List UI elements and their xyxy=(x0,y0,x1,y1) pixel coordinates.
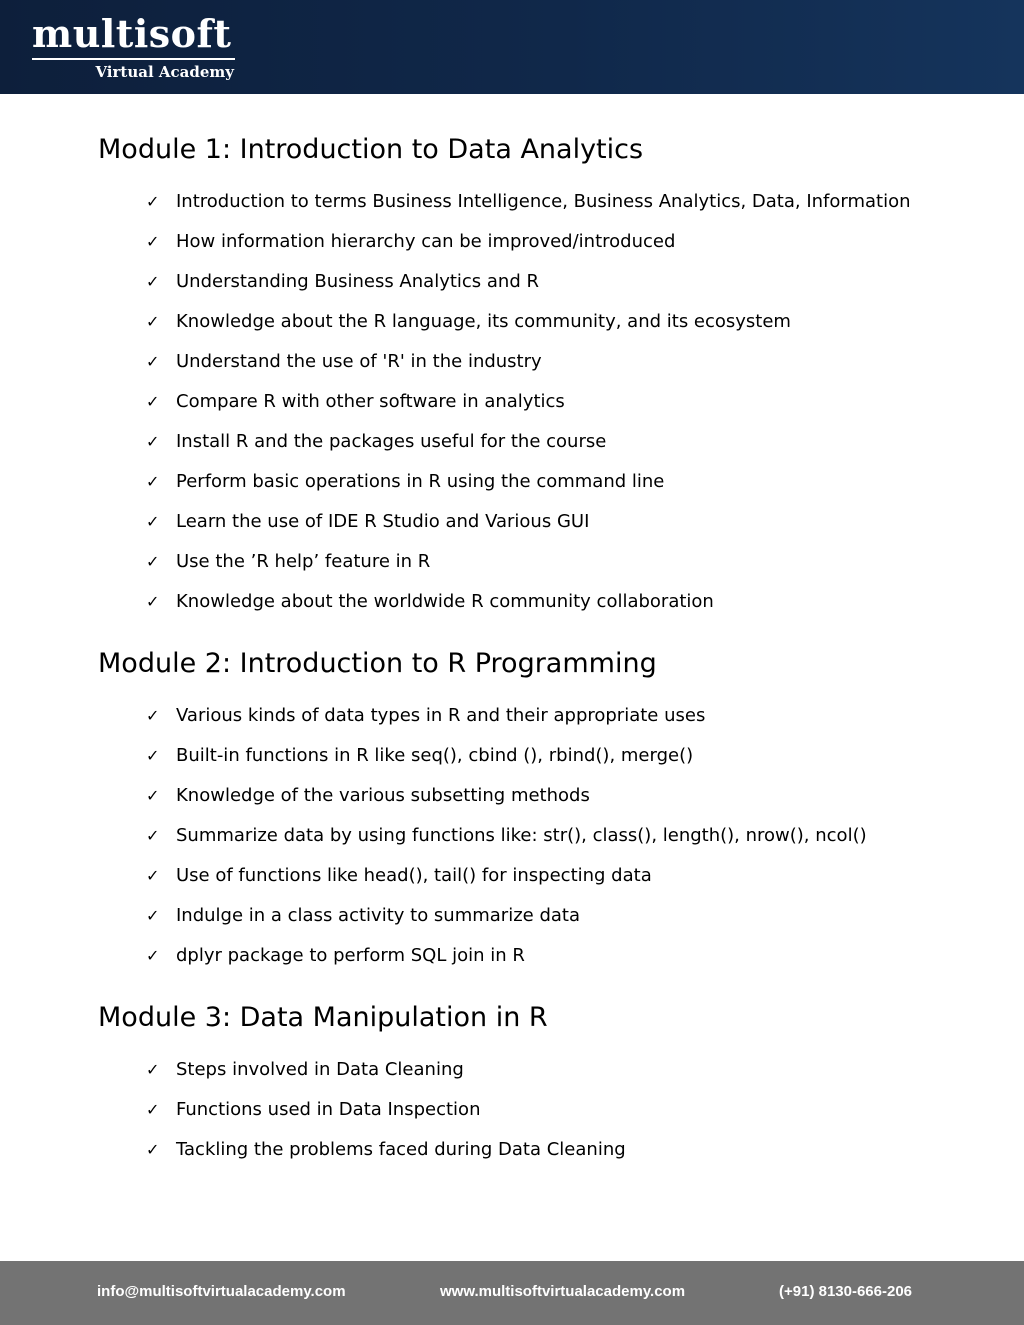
module-title: Module 3: Data Manipulation in R xyxy=(98,1002,548,1033)
topic-item xyxy=(98,896,978,936)
topic-item xyxy=(98,1050,978,1090)
checkmark-icon: ✓ xyxy=(146,786,160,805)
module-topic-list xyxy=(98,696,978,986)
checkmark-icon: ✓ xyxy=(146,312,160,331)
checkmark-icon: ✓ xyxy=(146,1060,160,1079)
topic-text: Knowledge of the various subsetting methods xyxy=(176,785,590,806)
module-title: Module 2: Introduction to R Programming xyxy=(98,648,657,679)
topic-text: Indulge in a class activity to summarize data xyxy=(176,905,580,926)
topic-text: Understand the use of 'R' in the industry xyxy=(176,351,542,372)
page-header xyxy=(0,0,1024,94)
topic-text: Use the ’R help’ feature in R xyxy=(176,551,431,572)
topic-item xyxy=(98,302,978,342)
topic-item xyxy=(98,462,978,502)
topic-text: Understanding Business Analytics and R xyxy=(176,271,539,292)
topic-item xyxy=(98,262,978,302)
topic-text: Install R and the packages useful for the course xyxy=(176,431,607,452)
topic-item xyxy=(98,856,978,896)
topic-item xyxy=(98,502,978,542)
checkmark-icon: ✓ xyxy=(146,352,160,371)
topic-item xyxy=(98,1130,978,1170)
topic-text: Various kinds of data types in R and their appropriate uses xyxy=(176,705,706,726)
topic-text: dplyr package to perform SQL join in R xyxy=(176,945,525,966)
footer-website-link[interactable]: www.multisoftvirtualacademy.com xyxy=(440,1283,686,1300)
module-topic-list xyxy=(98,182,978,632)
checkmark-icon: ✓ xyxy=(146,1100,160,1119)
topic-item xyxy=(98,422,978,462)
topic-text: Tackling the problems faced during Data Cleaning xyxy=(176,1139,626,1160)
topic-text: Introduction to terms Business Intelligence, Business Analytics, Data, Information xyxy=(176,191,911,212)
logo-tagline: Virtual Academy xyxy=(95,63,234,81)
topic-item xyxy=(98,816,978,856)
topic-text: Use of functions like head(), tail() for inspecting data xyxy=(176,865,652,886)
checkmark-icon: ✓ xyxy=(146,1140,160,1159)
topic-text: Knowledge about the R language, its community, and its ecosystem xyxy=(176,311,791,332)
module-title: Module 1: Introduction to Data Analytics xyxy=(98,134,644,165)
checkmark-icon: ✓ xyxy=(146,706,160,725)
checkmark-icon: ✓ xyxy=(146,826,160,845)
topic-item xyxy=(98,542,978,582)
topic-item xyxy=(98,776,978,816)
checkmark-icon: ✓ xyxy=(146,232,160,251)
checkmark-icon: ✓ xyxy=(146,552,160,571)
topic-item xyxy=(98,1090,978,1130)
course-content xyxy=(98,118,978,1180)
checkmark-icon: ✓ xyxy=(146,746,160,765)
logo-wordmark: multisoft xyxy=(32,11,232,56)
topic-item xyxy=(98,696,978,736)
checkmark-icon: ✓ xyxy=(146,392,160,411)
topic-item xyxy=(98,182,978,222)
checkmark-icon: ✓ xyxy=(146,866,160,885)
topic-item xyxy=(98,936,978,976)
multisoft-logo xyxy=(32,10,237,83)
module-topic-list xyxy=(98,1050,978,1180)
module-2 xyxy=(98,632,978,986)
topic-item xyxy=(98,222,978,262)
module-1 xyxy=(98,118,978,632)
checkmark-icon: ✓ xyxy=(146,592,160,611)
topic-text: Compare R with other software in analytics xyxy=(176,391,565,412)
topic-text: Functions used in Data Inspection xyxy=(176,1099,481,1120)
checkmark-icon: ✓ xyxy=(146,432,160,451)
topic-text: Steps involved in Data Cleaning xyxy=(176,1059,464,1080)
topic-item xyxy=(98,582,978,622)
checkmark-icon: ✓ xyxy=(146,192,160,211)
checkmark-icon: ✓ xyxy=(146,472,160,491)
page-footer xyxy=(0,1261,1024,1325)
topic-text: Perform basic operations in R using the command line xyxy=(176,471,665,492)
topic-text: How information hierarchy can be improved/introduced xyxy=(176,231,676,252)
topic-text: Knowledge about the worldwide R community collaboration xyxy=(176,591,714,612)
footer-phone: (+91) 8130-666-206 xyxy=(779,1283,913,1300)
topic-text: Learn the use of IDE R Studio and Various GUI xyxy=(176,511,590,532)
topic-item xyxy=(98,342,978,382)
topic-item xyxy=(98,736,978,776)
footer-email-link[interactable]: info@multisoftvirtualacademy.com xyxy=(97,1283,346,1300)
checkmark-icon: ✓ xyxy=(146,512,160,531)
checkmark-icon: ✓ xyxy=(146,272,160,291)
logo-divider xyxy=(32,58,235,60)
topic-text: Summarize data by using functions like: str(), class(), length(), nrow(), ncol() xyxy=(176,825,867,846)
module-3 xyxy=(98,986,978,1180)
checkmark-icon: ✓ xyxy=(146,946,160,965)
checkmark-icon: ✓ xyxy=(146,906,160,925)
topic-item xyxy=(98,382,978,422)
topic-text: Built-in functions in R like seq(), cbind (), rbind(), merge() xyxy=(176,745,694,766)
